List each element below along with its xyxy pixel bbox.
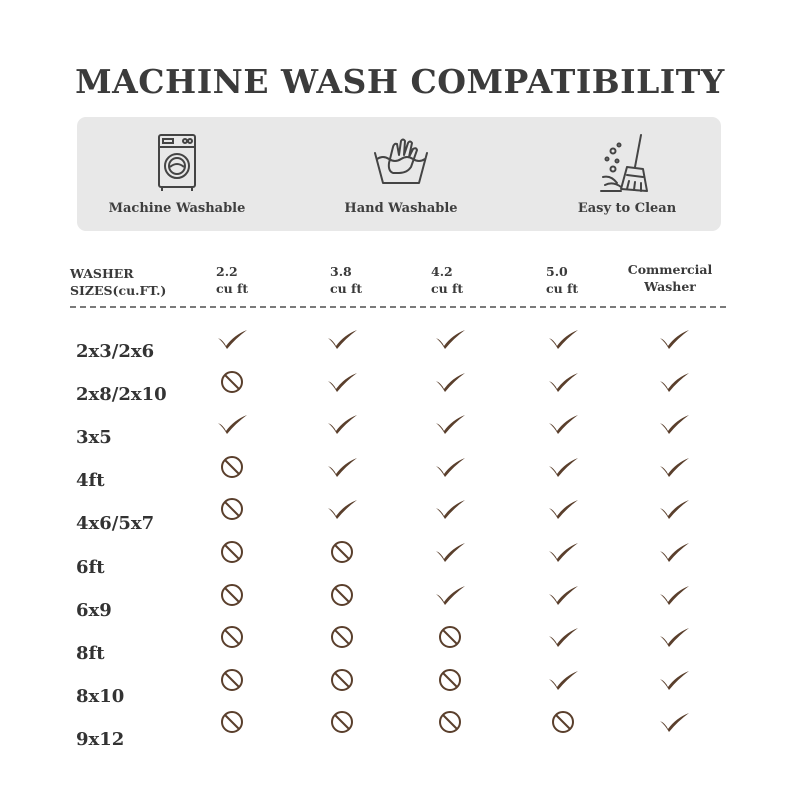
check-icon: [656, 454, 692, 480]
header-line: cu ft: [431, 281, 464, 296]
header-line: SIZES(cu.FT.): [70, 283, 167, 298]
not-allowed-icon: [214, 369, 250, 395]
header-line: cu ft: [330, 281, 363, 296]
not-allowed-icon: [324, 667, 360, 693]
not-allowed-icon: [214, 709, 250, 735]
not-allowed-icon: [545, 709, 581, 735]
check-icon: [432, 582, 468, 608]
row-size-label: 8ft: [76, 642, 105, 664]
check-icon: [545, 369, 581, 395]
check-icon: [545, 582, 581, 608]
check-icon: [432, 454, 468, 480]
row-size-label: 6x9: [76, 599, 112, 621]
check-icon: [214, 411, 250, 437]
not-allowed-icon: [324, 539, 360, 565]
check-icon: [214, 326, 250, 352]
not-allowed-icon: [214, 454, 250, 480]
header-line: 2.2: [216, 264, 238, 279]
check-icon: [545, 624, 581, 650]
check-icon: [324, 326, 360, 352]
header-line: WASHER: [70, 266, 134, 281]
check-icon: [656, 624, 692, 650]
feature-label: Hand Washable: [344, 201, 458, 216]
check-icon: [656, 539, 692, 565]
not-allowed-icon: [432, 667, 468, 693]
not-allowed-icon: [324, 709, 360, 735]
check-icon: [656, 369, 692, 395]
header-line: Commercial: [627, 262, 713, 277]
not-allowed-icon: [324, 624, 360, 650]
check-icon: [545, 539, 581, 565]
header-line: cu ft: [546, 281, 579, 296]
not-allowed-icon: [214, 667, 250, 693]
header-line: 3.8: [330, 264, 352, 279]
row-size-label: 9x12: [76, 728, 125, 750]
row-size-label: 2x8/2x10: [76, 384, 167, 406]
check-icon: [432, 411, 468, 437]
not-allowed-icon: [214, 496, 250, 522]
header-line: 4.2: [431, 264, 453, 279]
feature-label: Easy to Clean: [577, 201, 677, 216]
check-icon: [656, 411, 692, 437]
check-icon: [432, 369, 468, 395]
row-size-label: 4ft: [76, 470, 105, 492]
check-icon: [545, 454, 581, 480]
not-allowed-icon: [214, 624, 250, 650]
check-icon: [656, 496, 692, 522]
header-line: Washer: [644, 279, 696, 294]
check-icon: [656, 709, 692, 735]
check-icon: [432, 496, 468, 522]
check-icon: [656, 582, 692, 608]
check-icon: [432, 539, 468, 565]
row-size-label: 4x6/5x7: [76, 513, 155, 535]
not-allowed-icon: [214, 582, 250, 608]
check-icon: [432, 326, 468, 352]
check-icon: [324, 369, 360, 395]
check-icon: [545, 667, 581, 693]
row-size-label: 3x5: [76, 427, 112, 449]
check-icon: [324, 411, 360, 437]
row-size-label: 8x10: [76, 685, 125, 707]
check-icon: [324, 496, 360, 522]
header-line: 5.0: [546, 264, 568, 279]
check-icon: [656, 326, 692, 352]
not-allowed-icon: [214, 539, 250, 565]
feature-label: Machine Washable: [108, 201, 246, 216]
check-icon: [656, 667, 692, 693]
check-icon: [324, 454, 360, 480]
not-allowed-icon: [324, 582, 360, 608]
not-allowed-icon: [432, 709, 468, 735]
row-size-label: 6ft: [76, 556, 105, 578]
not-allowed-icon: [432, 624, 468, 650]
check-icon: [545, 411, 581, 437]
header-line: cu ft: [216, 281, 249, 296]
check-icon: [545, 496, 581, 522]
check-icon: [545, 326, 581, 352]
page-title: MACHINE WASH COMPATIBILITY: [75, 62, 725, 101]
row-size-label: 2x3/2x6: [76, 341, 155, 362]
